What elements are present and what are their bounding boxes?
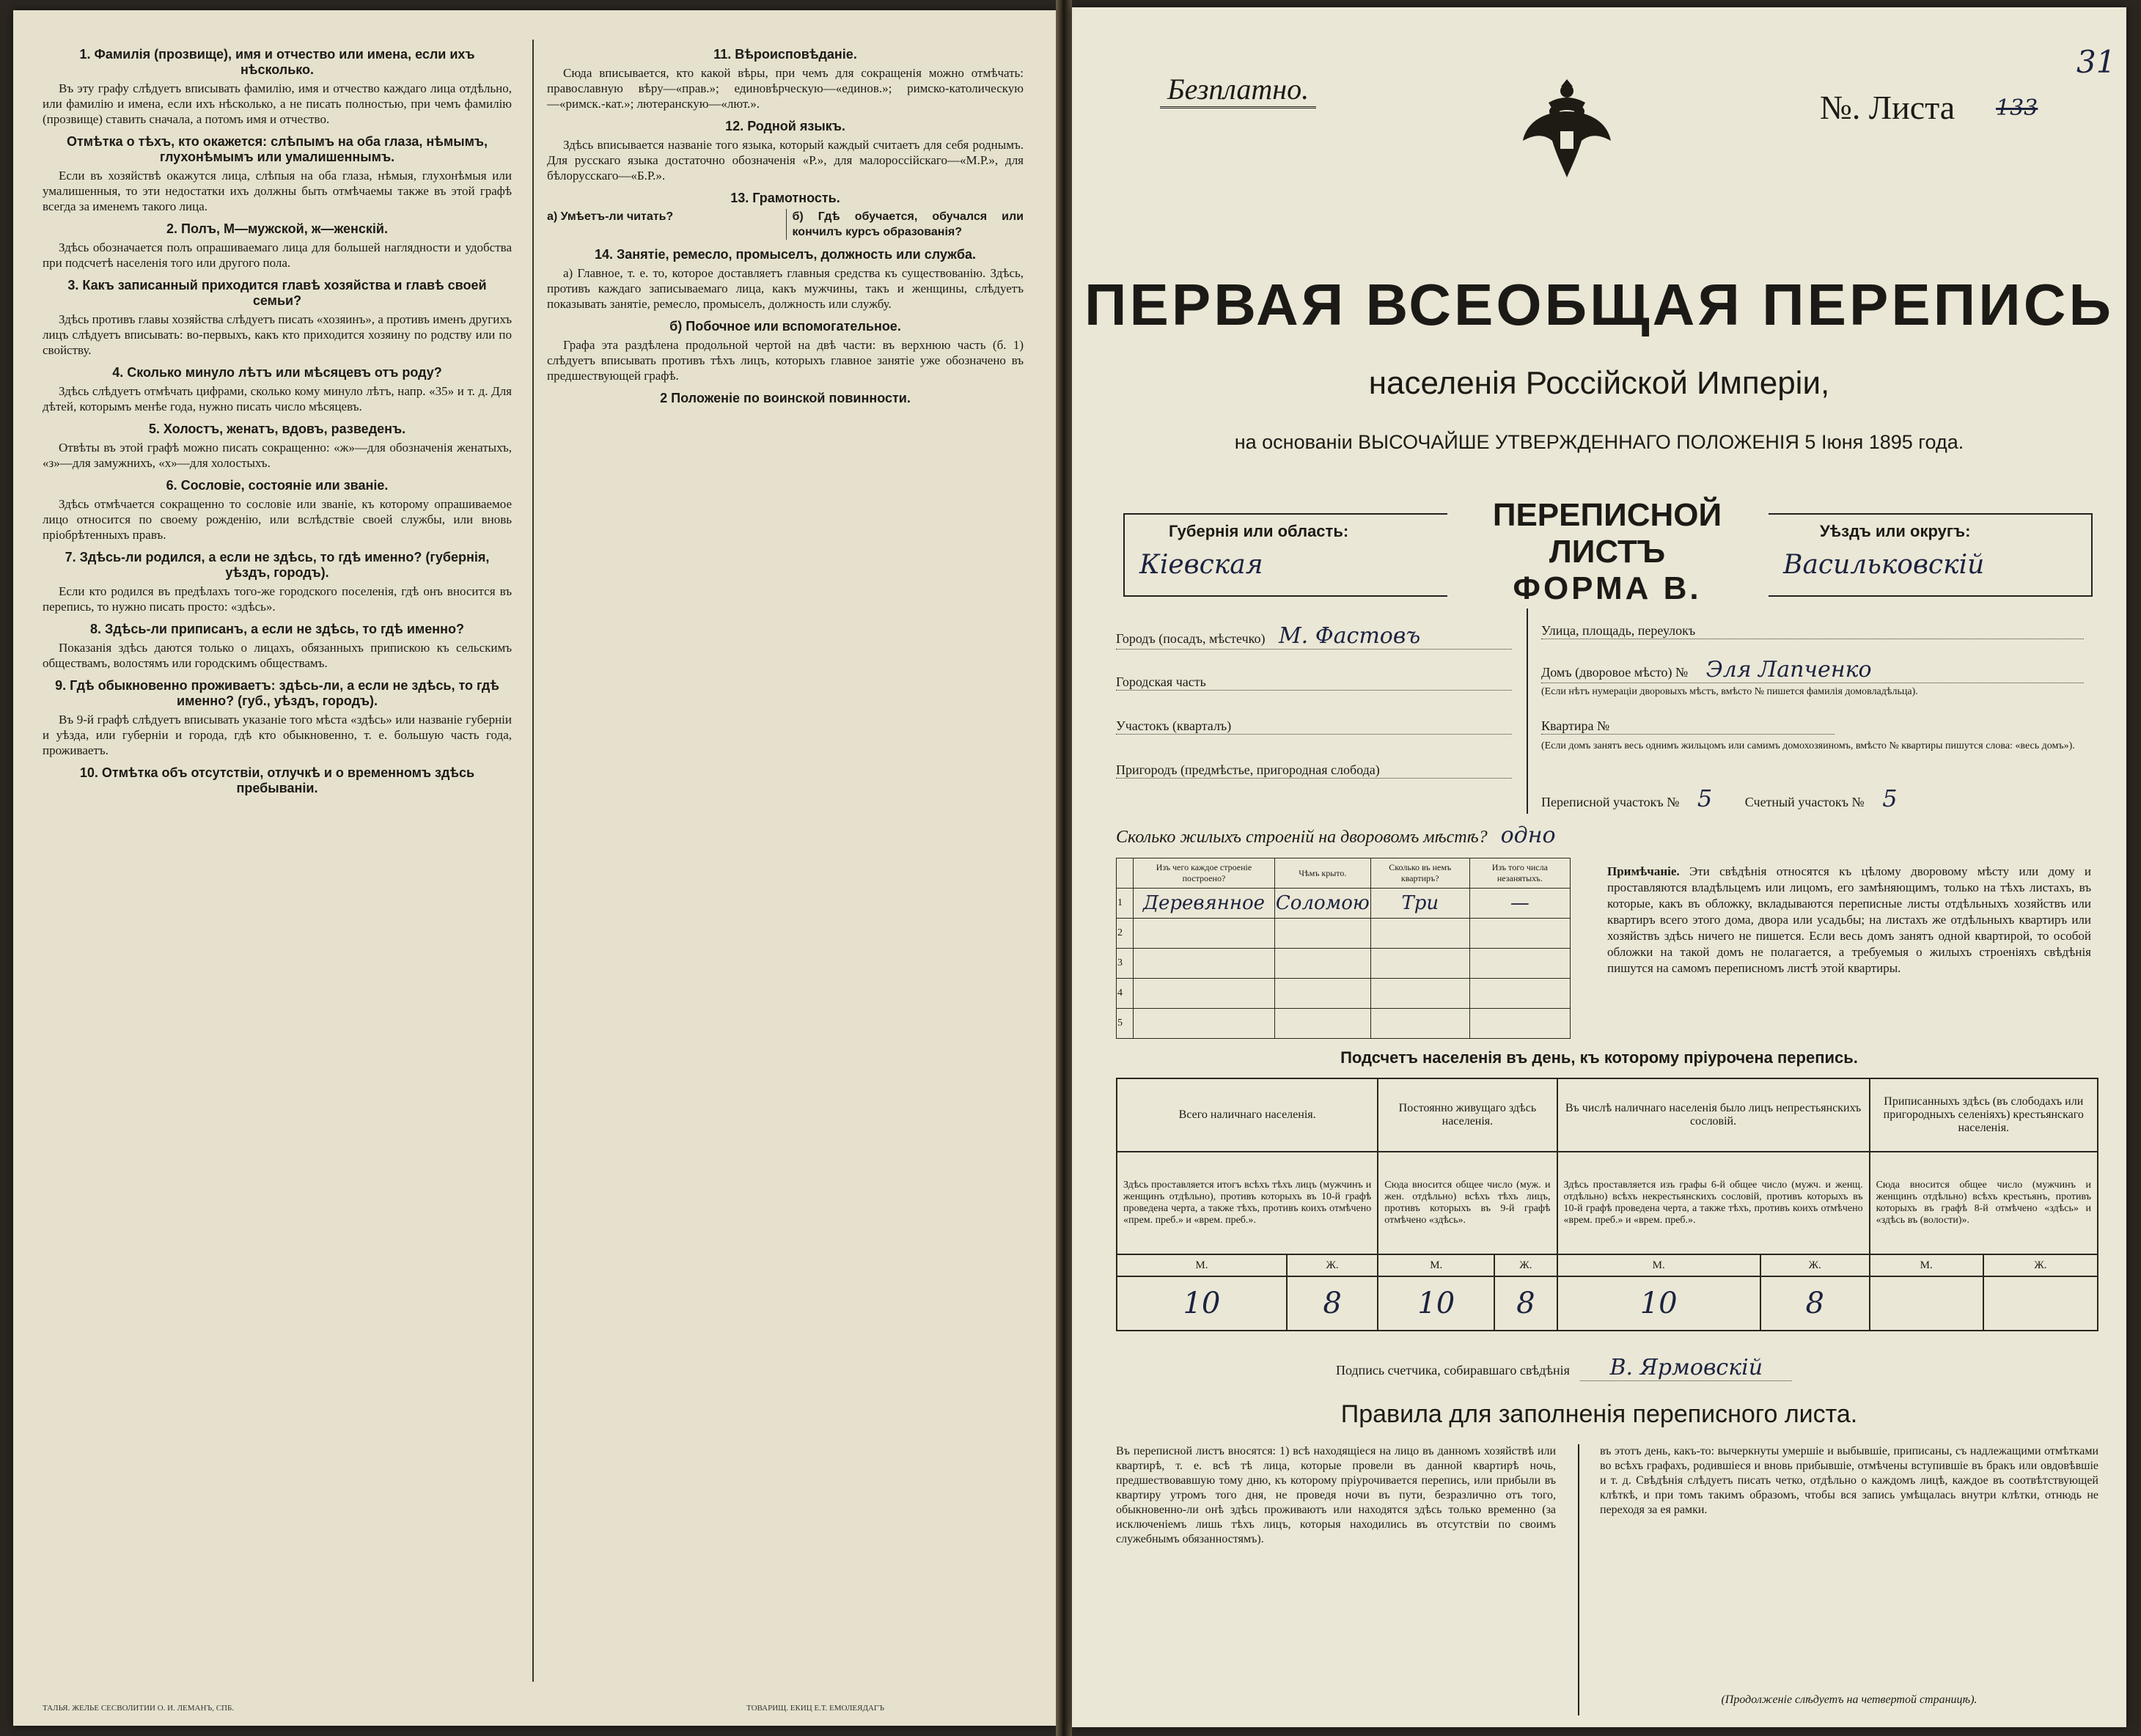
male-count: 10 — [1557, 1276, 1760, 1331]
count-header: Въ числѣ наличнаго населенія было лицъ непрестьянскихъ сословій. — [1557, 1078, 1870, 1152]
count-description: Здѣсь проставляется итогъ всѣхъ тѣхъ лицъ (мужчинъ и женщинъ отдѣльно), противъ которыхъ въ 10-й графѣ проведена черта, а также тѣхъ, противъ коихъ отмѣчено «прем. преб.» и «врем. преб.». — [1117, 1152, 1378, 1254]
rules-right: въ этотъ день, какъ-то: вычеркнуты умершіе и выбывшіе, приписаны, съ надлежащими отмѣтками во всѣхъ графахъ, родившіеся и вновь прибывшіе, отмѣчены вступившіе въ бракъ или овдовѣвшіе и т. д. Свѣдѣнія слѣдуетъ писать четко, отдѣльно о каждомъ лицѣ, каждое въ соотвѣтствующей клѣткѣ, и при томъ такимъ образомъ, чтобы вся запись умѣщалась внутри клѣтки, отнюдь не переходя за ея рамки. — [1600, 1445, 2098, 1516]
address-right — [1541, 608, 2098, 828]
dwellings-question: Сколько жилыхъ строеній на дворовомъ мѣстѣ? — [1116, 828, 1488, 847]
province-label: Губернія или область: — [1169, 522, 1349, 540]
dwelling-header: Изъ чего каждое строеніе построено? — [1134, 858, 1275, 889]
book-gutter — [1056, 0, 1072, 1736]
house-label: Домъ (дворовое мѣсто) № — [1541, 665, 1689, 680]
precinct-field: Участокъ (кварталъ) — [1116, 718, 1512, 735]
col1-heading: 1. Фамилія (прозвище), имя и отчество или имена, если ихъ нѣсколько. — [79, 47, 475, 77]
house-field — [1541, 657, 2084, 683]
eagle-emblem — [1519, 73, 1615, 183]
literacy-b: б) Гдѣ обучается, обучался или кончилъ курсъ образованія? — [786, 209, 1024, 240]
rules-title: Правила для заполненія переписного листа. — [1340, 1400, 1858, 1428]
female-header: Ж. — [1494, 1254, 1557, 1276]
dwelling-cell-roof — [1274, 919, 1370, 949]
census-section-label: Переписной участокъ № — [1541, 795, 1680, 809]
col2-heading: б) Побочное или вспомогательное. — [669, 319, 901, 334]
town-label: Городъ (посадъ, мѣстечко) — [1116, 631, 1266, 646]
female-count: 8 — [1494, 1276, 1557, 1331]
dwelling-cell-apartments — [1370, 949, 1469, 979]
col1-heading: Отмѣтка о тѣхъ, кто окажется: слѣпымъ на оба глаза, нѣмымъ, глухонѣмымъ или умалишеннымъ. — [66, 134, 488, 164]
dwellings-question-line — [1116, 823, 1556, 848]
col1-paragraph: Здѣсь обозначается полъ опрашиваемаго лица для большей наглядности и удобства при подсчетѣ населенія того или другого пола. — [43, 240, 512, 270]
signature-label: Подпись счетчика, собиравшаго свѣдѣнія — [1336, 1363, 1570, 1378]
count-header: Постоянно живущаго здѣсь населенія. — [1378, 1078, 1557, 1152]
col1-paragraph: Если въ хозяйствѣ окажутся лица, слѣпыя на оба глаза, нѣмыя, глухонѣмыя или умалишенныя, то эти недостатки ихъ должны быть отмѣчаемы также въ этой графѣ всегда за именемъ такого лица. — [43, 169, 512, 213]
dwelling-cell-n: 2 — [1117, 919, 1134, 949]
printer-imprint-2: ТОВАРИЩ. ЕКИЦ Е.Т. ЕМОЛЕЯДАГЪ — [746, 1704, 885, 1713]
count-description: Здѣсь проставляется изъ графы 6-й общее число (мужч. и женщ. отдѣльно) всѣхъ некрестьянскихъ сословій, противъ которыхъ въ 10-й графѣ проведена черта, а также тѣхъ, противъ коихъ отмѣчено «врем. преб.» и «врем. преб.». — [1557, 1152, 1870, 1254]
male-count: 10 — [1117, 1276, 1287, 1331]
col1-heading: 10. Отмѣтка объ отсутствіи, отлучкѣ и о временномъ здѣсь пребываніи. — [79, 765, 475, 795]
dwelling-cell-vacant — [1469, 979, 1570, 1009]
rules-continue: (Продолженіе слѣдуетъ на четвертой страницѣ). — [1721, 1693, 1977, 1706]
col1-heading: 3. Какъ записанный приходится главѣ хозяйства и главѣ своей семьи? — [67, 278, 487, 308]
dwelling-cell-roof — [1274, 949, 1370, 979]
col1-heading: 9. Гдѣ обыкновенно проживаетъ: здѣсь-ли, а если не здѣсь, то гдѣ именно? (губ., уѣздъ, городъ). — [55, 678, 499, 708]
note-title: Примѣчаніе. — [1607, 864, 1680, 878]
address-left — [1116, 608, 1528, 814]
dwellings-value: одно — [1500, 823, 1556, 848]
count-header: Приписанныхъ здѣсь (въ слободахъ или пригородныхъ селеніяхъ) крестьянскаго населенія. — [1870, 1078, 2098, 1152]
male-header: М. — [1378, 1254, 1494, 1276]
male-header: М. — [1870, 1254, 1983, 1276]
dwelling-row — [1117, 1009, 1571, 1039]
dwellings-table — [1116, 858, 1571, 1039]
female-header: Ж. — [1983, 1254, 2098, 1276]
suburb-field: Пригородъ (предмѣстье, пригородная слобода) — [1116, 762, 1512, 779]
rules-left: Въ переписной листъ вносятся: 1) всѣ находящіеся на лицо въ данномъ хозяйствѣ или квартирѣ, т. е. всѣ тѣ лица, которые провели въ данной квартирѣ ночь, предшествовавшую тому дню, къ которому пріурочивается перепись, или прибыли въ квартиру утромъ того дня, не проведя ночи въ пути, безразлично отъ того, обыкновенно-ли онѣ здѣсь проживаютъ или находятся здѣсь только временно (за исключеніемъ лишь тѣхъ лицъ, которыя находились въ отсутствіи по своимъ служебнымъ обязанностямъ). — [1116, 1445, 1556, 1545]
form-title — [1468, 497, 1747, 607]
dwelling-header: Сколько въ немъ квартиръ? — [1370, 858, 1469, 889]
col1-paragraph: Въ эту графу слѣдуетъ вписывать фамилію, имя и отчество каждаго лица отдѣльно, или фамилію и имена, если ихъ нѣсколько, а не писать полностью, при чемъ фамилію (прозвище) ставить сначала, а потомъ имя и отчество. — [43, 81, 512, 126]
dwelling-row — [1117, 919, 1571, 949]
signature-value: В. Ярмовскій — [1580, 1355, 1792, 1381]
dwelling-cell-apartments — [1370, 979, 1469, 1009]
dwelling-cell-roof — [1274, 1009, 1370, 1039]
dwelling-cell-vacant — [1469, 949, 1570, 979]
col1-paragraph: Здѣсь слѣдуетъ отмѣчать цифрами, сколько кому минуло лѣтъ, напр. «35» и т. д. Для дѣтей, которымъ менѣе года, нужно писать число мѣсяцевъ. — [43, 384, 512, 413]
dwelling-cell-apartments — [1370, 1009, 1469, 1039]
male-count — [1870, 1276, 1983, 1331]
dwelling-cell-material — [1134, 919, 1275, 949]
apartment-note: (Если домъ занятъ весь однимъ жильцомъ или самимъ домохозяиномъ, вмѣсто № квартиры пишутся слова: «весь домъ»). — [1541, 740, 2075, 751]
female-count: 8 — [1760, 1276, 1870, 1331]
dwelling-cell-material — [1134, 1009, 1275, 1039]
col2-heading: 13. Грамотность. — [730, 191, 840, 205]
sheet-number: 133 — [1996, 95, 2038, 121]
male-header: М. — [1117, 1254, 1287, 1276]
dwelling-cell-n: 4 — [1117, 979, 1134, 1009]
dwelling-cell-roof: Соломою — [1274, 889, 1370, 919]
dwelling-cell-material — [1134, 979, 1275, 1009]
population-table — [1116, 1078, 2098, 1331]
literacy-a: а) Умѣетъ-ли читать? — [547, 210, 674, 223]
column-divider — [532, 40, 534, 1682]
dwelling-header: Чѣмъ крыто. — [1274, 858, 1370, 889]
district-label: Уѣздъ или округъ: — [1820, 522, 1971, 540]
right-page — [1072, 7, 2126, 1727]
instructions-column-2 — [547, 40, 1024, 409]
dwelling-cell-vacant — [1469, 919, 1570, 949]
count-description: Сюда вносится общее число (мужчинъ и женщинъ отдѣльно) всѣхъ крестьянъ, противъ которыхъ въ графѣ 8-й отмѣчено «здѣсь» и «здѣсь въ (волости)». — [1870, 1152, 2098, 1254]
subtitle: населенія Россійской Имперіи, — [1368, 365, 1830, 401]
count-title: Подсчетъ населенія въ день, къ которому пріурочена перепись. — [1340, 1048, 1858, 1067]
col1-heading: 5. Холостъ, женатъ, вдовъ, разведенъ. — [148, 422, 406, 436]
province-value: Кіевская — [1139, 550, 1263, 580]
female-header: Ж. — [1287, 1254, 1378, 1276]
col2-heading: 2 Положеніе по воинской повинности. — [660, 391, 911, 405]
street-field: Улица, площадь, переулокъ — [1541, 623, 2084, 639]
rules-divider — [1578, 1444, 1579, 1715]
city-part-field: Городская часть — [1116, 674, 1512, 691]
dwelling-cell-apartments — [1370, 919, 1469, 949]
col2-heading: 12. Родной языкъ. — [725, 119, 845, 133]
left-page — [13, 10, 1056, 1726]
count-description: Сюда вносится общее число (муж. и жен. отдѣльно) всѣхъ тѣхъ лицъ, противъ которыхъ въ 9-й графѣ отмѣчено «здѣсь». — [1378, 1152, 1557, 1254]
free-label: Безплатно. — [1160, 72, 1316, 108]
town-value: М. Фастовъ — [1278, 623, 1421, 649]
male-header: М. — [1557, 1254, 1760, 1276]
dwelling-cell-vacant: — — [1469, 889, 1570, 919]
signature-line — [1336, 1355, 1792, 1380]
female-count — [1983, 1276, 2098, 1331]
dwelling-cell-vacant — [1469, 1009, 1570, 1039]
col2-heading: 14. Занятіе, ремесло, промыселъ, должность или служба. — [594, 247, 977, 262]
female-header: Ж. — [1760, 1254, 1870, 1276]
dwelling-cell-material — [1134, 949, 1275, 979]
dwelling-index-header — [1117, 858, 1134, 889]
dwelling-row — [1117, 979, 1571, 1009]
census-section-value: 5 — [1697, 784, 1713, 812]
col1-paragraph: Здѣсь противъ главы хозяйства слѣдуетъ писать «хозяинъ», а противъ именъ другихъ лицъ слѣдуетъ вписывать: во-первыхъ, какъ кто приходится хозяину по родству или по свойству. — [43, 312, 512, 357]
basis-line: на основаніи ВЫСОЧАЙШЕ УТВЕРЖДЕННАГО ПОЛОЖЕНІЯ 5 Іюня 1895 года. — [1234, 431, 1964, 453]
col2-paragraph: а) Главное, т. е. то, которое доставляетъ главныя средства къ существованію. Здѣсь, противъ каждаго записываемаго лица, какъ мужчины, такъ и женщины, слѣдуетъ показывать занятіе, ремесло, промыселъ, должность или службу. — [547, 266, 1024, 311]
form-title-line-2: ФОРМА В. — [1513, 570, 1702, 606]
dwelling-cell-roof — [1274, 979, 1370, 1009]
count-section-label: Счетный участокъ № — [1744, 795, 1865, 809]
instructions-column-1 — [43, 40, 512, 799]
note-block — [1607, 864, 2091, 976]
district-value: Васильковскій — [1783, 550, 1985, 580]
province-box — [1123, 513, 1447, 597]
col1-paragraph: Отвѣты въ этой графѣ можно писать сокращенно: «ж»—для обозначенія женатыхъ, «з»—для замужнихъ, «х»—для холостыхъ. — [43, 441, 512, 470]
sheet-number-label: №. Листа — [1820, 89, 1955, 126]
col1-paragraph: Здѣсь отмѣчается сокращенно то сословіе или званіе, къ которому опрашиваемое лицо относится по своему рожденію, или вслѣдствіе своей службы, или вновь пріобрѣтенныхъ правъ. — [43, 497, 512, 542]
dwelling-row — [1117, 949, 1571, 979]
col2-paragraph: Графа эта раздѣлена продольной чертой на двѣ части: въ верхнюю часть (б. 1) слѣдуетъ вписывать противъ тѣхъ лицъ, которыхъ главное занятіе уже обозначено въ предшествующей графѣ. — [547, 338, 1024, 383]
town-field — [1116, 623, 1512, 650]
count-section-value: 5 — [1882, 784, 1898, 812]
col1-heading: 4. Сколько минуло лѣтъ или мѣсяцевъ отъ роду? — [112, 365, 442, 380]
house-note: (Если нѣтъ нумераціи дворовыхъ мѣстъ, вмѣсто № пишется фамилія домовладѣльца). — [1541, 686, 1918, 697]
col1-paragraph: Если кто родился въ предѣлахъ того-же городского поселенія, гдѣ онъ вносится въ перепись, то нужно писать просто: «здѣсь». — [43, 584, 512, 614]
form-title-line-1: ПЕРЕПИСНОЙ ЛИСТЪ — [1492, 497, 1722, 570]
dwelling-row — [1117, 889, 1571, 919]
col2-heading: 11. Вѣроисповѣданіе. — [713, 47, 857, 62]
note-text: Эти свѣдѣнія относятся къ цѣлому дворовому мѣсту или дому и проставляются владѣльцемъ или лицомъ, его замѣняющимъ, только на тѣхъ листахъ, въ которые, какъ въ обложку, вкладываются переписные листы отдѣльныхъ хозяйствъ или квартиръ всего этого дома, двора или усадьбы; на листахъ же отдѣльныхъ квартиръ или хозяйствъ здѣсь ничего не пишется. Если весь домъ занятъ одной квартирой, то особой обложки на такой домъ не полагается, а требуемыя о жилыхъ строеніяхъ свѣдѣнія пишутся на самомъ переписномъ листѣ этой квартиры. — [1607, 864, 2092, 975]
col1-heading: 6. Сословіе, состояніе или званіе. — [166, 478, 389, 493]
literacy-questions — [547, 209, 1024, 240]
col1-heading: 7. Здѣсь-ли родился, а если не здѣсь, то гдѣ именно? (губернія, уѣздъ, городъ). — [65, 550, 490, 580]
female-count: 8 — [1287, 1276, 1378, 1331]
apartment-field: Квартира № — [1541, 718, 1835, 735]
col1-heading: 8. Здѣсь-ли приписанъ, а если не здѣсь, то гдѣ именно? — [90, 622, 464, 636]
count-header: Всего наличнаго населенія. — [1117, 1078, 1378, 1152]
archive-number: 31 — [2076, 44, 2116, 80]
dwelling-cell-n: 3 — [1117, 949, 1134, 979]
dwelling-cell-material: Деревянное — [1134, 889, 1275, 919]
printer-imprint: ТАЛЬЯ. ЖЕЛЬЕ СЕСВОЛИТИИ О. И. ЛЕМАНЪ, СПБ. — [43, 1704, 235, 1713]
main-title: ПЕРВАЯ ВСЕОБЩАЯ ПЕРЕПИСЬ — [1084, 272, 2114, 337]
dwelling-cell-apartments: Три — [1370, 889, 1469, 919]
house-value: Эля Лапченко — [1705, 657, 1872, 683]
section-fields — [1541, 784, 2084, 812]
col2-paragraph: Здѣсь вписывается названіе того языка, который каждый считаетъ для себя роднымъ. Для русскаго языка достаточно обозначенія «Р.», для малороссійскаго—«М.Р.», для бѣлорусскаго—«Б.Р.». — [547, 138, 1024, 183]
col1-heading: 2. Полъ, М—мужской, ж—женскій. — [166, 221, 388, 236]
col2-paragraph: Сюда вписывается, кто какой вѣры, при чемъ для сокращенія можно отмѣчать: православную вѣру—«прав.»; единовѣрческую—«единов.»; римско-католическую—«римск.-кат.»; лютеранскую—«лют.». — [547, 66, 1024, 111]
dwelling-header: Изъ того числа незанятыхъ. — [1469, 858, 1570, 889]
male-count: 10 — [1378, 1276, 1494, 1331]
dwelling-cell-n: 5 — [1117, 1009, 1134, 1039]
col1-paragraph: Показанія здѣсь даются только о лицахъ, обязанныхъ припискою къ сельскимъ обществамъ, волостямъ или городскимъ обществамъ. — [43, 641, 512, 670]
district-box — [1769, 513, 2093, 597]
dwelling-cell-n: 1 — [1117, 889, 1134, 919]
col1-paragraph: Въ 9-й графѣ слѣдуетъ вписывать указаніе того мѣста «здѣсь» или названіе губерніи и уѣзда, или губерніи и города, гдѣ кто обыкновенно, т. е. большую часть года, проживаетъ. — [43, 713, 512, 757]
